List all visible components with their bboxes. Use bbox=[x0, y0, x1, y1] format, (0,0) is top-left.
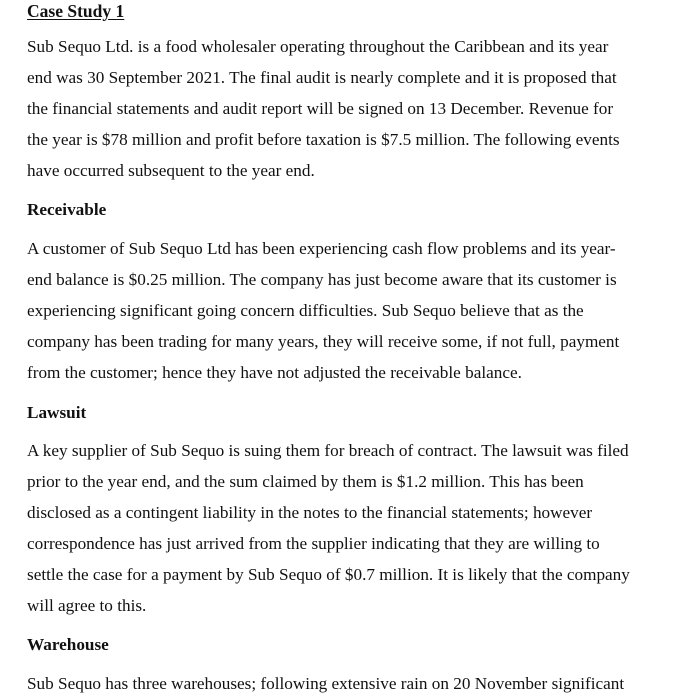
warehouse-paragraph bbox=[27, 668, 624, 699]
paragraph-line: end balance is $0.25 million. The company has just become aware that its customer is bbox=[27, 270, 617, 289]
section-heading-lawsuit: Lawsuit bbox=[27, 403, 87, 422]
paragraph-line: end was 30 September 2021. The final audit is nearly complete and it is proposed that bbox=[27, 68, 617, 87]
paragraph-line: will agree to this. bbox=[27, 596, 147, 615]
paragraph-line: settle the case for a payment by Sub Sequo of $0.7 million. It is likely that the company bbox=[27, 565, 630, 584]
lawsuit-paragraph bbox=[27, 435, 630, 621]
section-heading-receivable: Receivable bbox=[27, 200, 107, 219]
receivable-paragraph bbox=[27, 233, 619, 388]
paragraph-line: the financial statements and audit report will be signed on 13 December. Revenue for bbox=[27, 99, 614, 118]
paragraph-line: disclosed as a contingent liability in the notes to the financial statements; however bbox=[27, 503, 593, 522]
paragraph-line: the year is $78 million and profit before taxation is $7.5 million. The following events bbox=[27, 130, 620, 149]
paragraph-line: have occurred subsequent to the year end. bbox=[27, 161, 315, 180]
paragraph-line: correspondence has just arrived from the supplier indicating that they are willing to bbox=[27, 534, 600, 553]
paragraph-line: company has been trading for many years, they will receive some, if not full, payment bbox=[27, 332, 620, 351]
paragraph-line: Sub Sequo has three warehouses; following extensive rain on 20 November significant bbox=[27, 674, 625, 693]
paragraph-line: experiencing significant going concern difficulties. Sub Sequo believe that as the bbox=[27, 301, 584, 320]
paragraph-line: A key supplier of Sub Sequo is suing them for breach of contract. The lawsuit was filed bbox=[27, 441, 629, 460]
intro-paragraph bbox=[27, 31, 620, 186]
paragraph-line: A customer of Sub Sequo Ltd has been experiencing cash flow problems and its year- bbox=[27, 239, 616, 258]
paragraph-line: Sub Sequo Ltd. is a food wholesaler operating throughout the Caribbean and its year bbox=[27, 37, 609, 56]
document-title: Case Study 1 bbox=[27, 1, 125, 21]
paragraph-line: from the customer; hence they have not adjusted the receivable balance. bbox=[27, 363, 522, 382]
section-heading-warehouse: Warehouse bbox=[27, 635, 109, 654]
paragraph-line: prior to the year end, and the sum claimed by them is $1.2 million. This has been bbox=[27, 472, 584, 491]
